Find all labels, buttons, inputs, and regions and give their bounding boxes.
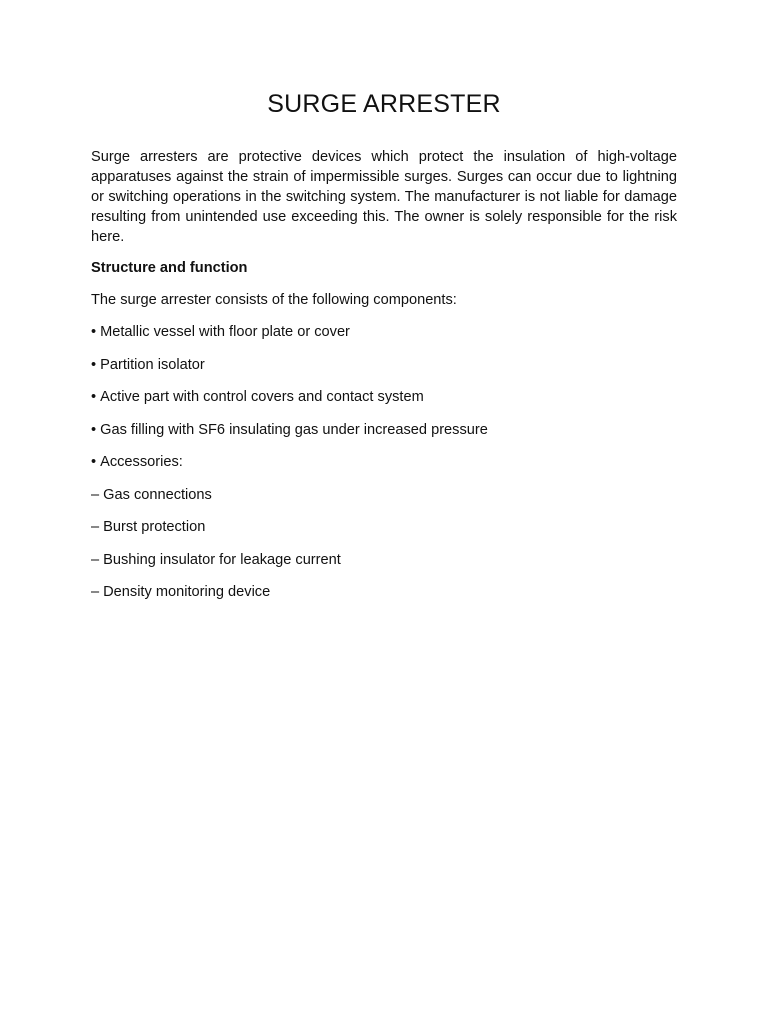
accessory-item [91, 519, 205, 535]
components-lead-text: The surge arrester consists of the following components: [91, 292, 457, 308]
bullet-mark: • [91, 357, 97, 373]
bullet-mark: • [91, 324, 97, 340]
component-label: Accessories: [100, 454, 183, 470]
component-label: Partition isolator [100, 357, 205, 373]
component-item [91, 324, 350, 340]
component-item [91, 422, 488, 438]
dash-mark: – [91, 584, 100, 600]
accessory-item [91, 584, 270, 600]
accessory-label: Density monitoring device [103, 584, 271, 600]
bullet-mark: • [91, 422, 97, 438]
accessory-label: Gas connections [103, 487, 212, 503]
intro-paragraph: Surge arresters are protective devices which protect the insulation of high-voltage apparatuses against the strain of impermissible surges. Surges can occur due to lightning or switching operations in the switching system. The manufacturer is not liable for damage resulting from unintended use exceeding this. The owner is solely responsible for the risk here. [91, 149, 677, 245]
component-label: Metallic vessel with floor plate or cover [100, 324, 350, 340]
component-label: Active part with control covers and contact system [100, 389, 424, 405]
dash-mark: – [91, 519, 100, 535]
accessory-label: Burst protection [103, 519, 206, 535]
accessory-item [91, 552, 341, 568]
component-label: Gas filling with SF6 insulating gas under increased pressure [100, 422, 488, 438]
bullet-mark: • [91, 389, 97, 405]
dash-mark: – [91, 487, 100, 503]
dash-mark: – [91, 552, 100, 568]
component-item [91, 389, 424, 405]
accessory-item [91, 487, 212, 503]
component-item [91, 454, 183, 470]
bullet-mark: • [91, 454, 97, 470]
section-heading: Structure and function [91, 260, 248, 276]
accessory-label: Bushing insulator for leakage current [103, 552, 341, 568]
component-item [91, 357, 205, 373]
document-title: SURGE ARRESTER [267, 90, 501, 118]
